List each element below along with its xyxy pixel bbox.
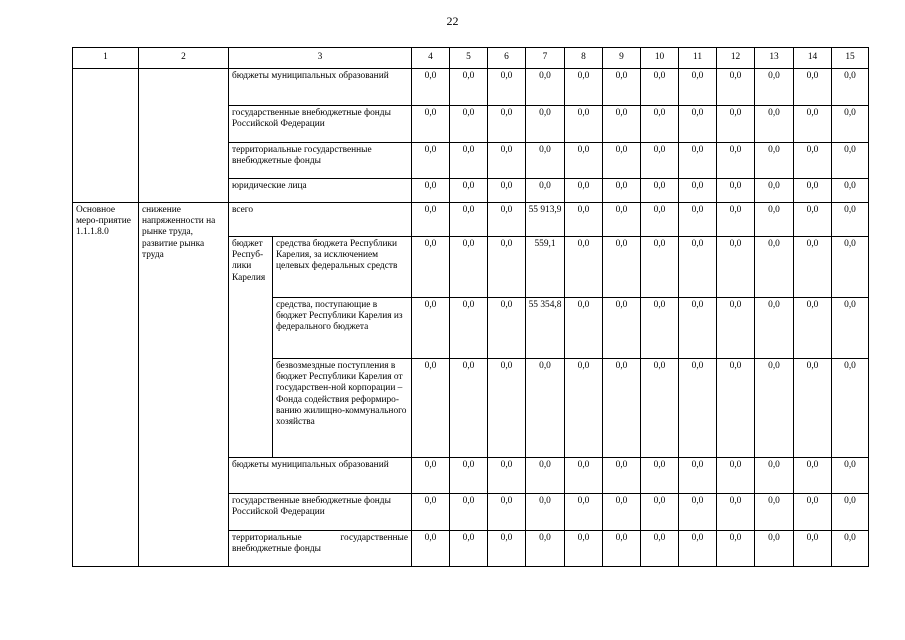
- value-cell: 0,0: [832, 237, 869, 298]
- value-cell: 0,0: [794, 179, 832, 203]
- value-cell: 0,0: [565, 298, 603, 359]
- value-cell: 0,0: [412, 458, 450, 494]
- source-label: бюджеты муниципальных образований: [229, 458, 412, 494]
- table-row-total: [73, 203, 869, 237]
- value-cell: 0,0: [450, 69, 488, 106]
- source-label: территориальные государственные внебюджетные фонды: [229, 531, 412, 567]
- value-cell: 0,0: [526, 69, 565, 106]
- column-number-row: [73, 48, 869, 69]
- value-cell: 0,0: [679, 237, 717, 298]
- col-header: 6: [488, 48, 526, 69]
- value-cell: 0,0: [641, 203, 679, 237]
- value-cell: 0,0: [603, 458, 641, 494]
- value-cell: 0,0: [679, 69, 717, 106]
- value-cell: 0,0: [526, 359, 565, 458]
- source-label: средства бюджета Республики Карелия, за исключением целевых федеральных средств: [273, 237, 412, 298]
- value-cell: 0,0: [412, 106, 450, 143]
- source-label: средства, поступающие в бюджет Республики Карелия из федерального бюджета: [273, 298, 412, 359]
- source-label: безвозмездные поступления в бюджет Республики Карелия от государствен-ной корпорации – Фонда содействия реформиро-ванию жилищно-коммунального хозяйства: [273, 359, 412, 458]
- value-cell: 0,0: [641, 359, 679, 458]
- value-cell: 0,0: [488, 69, 526, 106]
- col-header: 12: [717, 48, 755, 69]
- value-cell: 0,0: [717, 69, 755, 106]
- value-cell: 0,0: [832, 106, 869, 143]
- value-cell: 0,0: [794, 458, 832, 494]
- col-header: 5: [450, 48, 488, 69]
- value-cell: 0,0: [565, 359, 603, 458]
- col-header: 4: [412, 48, 450, 69]
- value-cell: 0,0: [641, 494, 679, 531]
- value-cell: 0,0: [679, 494, 717, 531]
- value-cell: 0,0: [603, 531, 641, 567]
- value-cell: 0,0: [794, 494, 832, 531]
- value-cell: 0,0: [679, 531, 717, 567]
- value-cell: 0,0: [488, 179, 526, 203]
- value-cell: 0,0: [603, 203, 641, 237]
- source-label: юридические лица: [229, 179, 412, 203]
- status-cell: Основное меро-приятие 1.1.1.8.0: [73, 203, 139, 567]
- value-cell: 0,0: [794, 298, 832, 359]
- value-cell: 0,0: [450, 531, 488, 567]
- value-cell: 0,0: [717, 494, 755, 531]
- value-cell: 0,0: [717, 203, 755, 237]
- value-cell: 0,0: [603, 494, 641, 531]
- value-cell: 0,0: [717, 359, 755, 458]
- value-cell: 0,0: [488, 494, 526, 531]
- value-cell: 0,0: [717, 143, 755, 179]
- value-cell: 0,0: [679, 359, 717, 458]
- value-cell: 0,0: [488, 359, 526, 458]
- value-cell: 0,0: [832, 359, 869, 458]
- value-cell: 0,0: [717, 458, 755, 494]
- col-header: 2: [139, 48, 229, 69]
- value-cell: 0,0: [412, 179, 450, 203]
- value-cell: 0,0: [488, 531, 526, 567]
- col-header: 11: [679, 48, 717, 69]
- value-cell: 0,0: [794, 531, 832, 567]
- value-cell: 0,0: [641, 179, 679, 203]
- value-cell: 0,0: [794, 237, 832, 298]
- value-cell: 0,0: [641, 237, 679, 298]
- value-cell: 0,0: [450, 494, 488, 531]
- value-cell: 0,0: [794, 69, 832, 106]
- value-cell: 0,0: [526, 179, 565, 203]
- col-header: 14: [794, 48, 832, 69]
- value-cell: 0,0: [450, 106, 488, 143]
- value-cell: 0,0: [565, 69, 603, 106]
- value-cell: 0,0: [755, 179, 794, 203]
- value-cell: 0,0: [755, 237, 794, 298]
- value-cell: 0,0: [832, 69, 869, 106]
- value-cell: 0,0: [717, 531, 755, 567]
- value-cell: 55 913,9: [526, 203, 565, 237]
- source-label: бюджеты муниципальных образований: [229, 69, 412, 106]
- value-cell: 0,0: [526, 494, 565, 531]
- value-cell: 0,0: [794, 359, 832, 458]
- value-cell: 0,0: [526, 106, 565, 143]
- value-cell: 0,0: [755, 458, 794, 494]
- value-cell: 0,0: [679, 298, 717, 359]
- value-cell: 0,0: [717, 179, 755, 203]
- value-cell: 0,0: [450, 179, 488, 203]
- value-cell: 0,0: [832, 494, 869, 531]
- value-cell: 0,0: [755, 203, 794, 237]
- value-cell: 0,0: [679, 203, 717, 237]
- value-cell: 0,0: [641, 106, 679, 143]
- value-cell: 0,0: [526, 458, 565, 494]
- value-cell: 0,0: [488, 203, 526, 237]
- value-cell: 0,0: [450, 237, 488, 298]
- value-cell: 0,0: [412, 143, 450, 179]
- value-cell: 55 354,8: [526, 298, 565, 359]
- name-cell: снижение напряженности на рынке труда, развитие рынка труда: [139, 203, 229, 567]
- value-cell: 0,0: [565, 237, 603, 298]
- value-cell: 0,0: [565, 203, 603, 237]
- value-cell: 0,0: [412, 531, 450, 567]
- status-cell: [73, 69, 139, 203]
- value-cell: 0,0: [755, 298, 794, 359]
- value-cell: 0,0: [603, 179, 641, 203]
- col-header: 3: [229, 48, 412, 69]
- source-label: всего: [229, 203, 412, 237]
- value-cell: 0,0: [641, 531, 679, 567]
- value-cell: 0,0: [794, 106, 832, 143]
- value-cell: 0,0: [450, 359, 488, 458]
- value-cell: 0,0: [679, 458, 717, 494]
- value-cell: 0,0: [412, 494, 450, 531]
- value-cell: 0,0: [526, 531, 565, 567]
- col-header: 13: [755, 48, 794, 69]
- value-cell: 0,0: [488, 237, 526, 298]
- value-cell: 0,0: [755, 106, 794, 143]
- budget-table: [72, 47, 869, 567]
- value-cell: 0,0: [565, 179, 603, 203]
- value-cell: 0,0: [488, 143, 526, 179]
- value-cell: 0,0: [755, 531, 794, 567]
- value-cell: 0,0: [832, 458, 869, 494]
- source-label: территориальные государственные внебюджетные фонды: [229, 143, 412, 179]
- value-cell: 0,0: [450, 298, 488, 359]
- col-header: 15: [832, 48, 869, 69]
- value-cell: 0,0: [641, 458, 679, 494]
- value-cell: 0,0: [603, 69, 641, 106]
- source-label: государственные внебюджетные фонды Российской Федерации: [229, 494, 412, 531]
- value-cell: 0,0: [603, 237, 641, 298]
- value-cell: 0,0: [603, 143, 641, 179]
- value-cell: 0,0: [565, 143, 603, 179]
- value-cell: 0,0: [412, 359, 450, 458]
- value-cell: 0,0: [488, 106, 526, 143]
- value-cell: 0,0: [755, 359, 794, 458]
- source-label: государственные внебюджетные фонды Российской Федерации: [229, 106, 412, 143]
- name-cell: [139, 69, 229, 203]
- value-cell: 0,0: [755, 143, 794, 179]
- value-cell: 0,0: [832, 298, 869, 359]
- value-cell: 0,0: [679, 179, 717, 203]
- value-cell: 0,0: [832, 203, 869, 237]
- value-cell: 0,0: [450, 458, 488, 494]
- value-cell: 0,0: [832, 179, 869, 203]
- value-cell: 0,0: [717, 237, 755, 298]
- value-cell: 0,0: [755, 494, 794, 531]
- value-cell: 0,0: [488, 458, 526, 494]
- value-cell: 0,0: [565, 106, 603, 143]
- value-cell: 0,0: [526, 143, 565, 179]
- col-header: 1: [73, 48, 139, 69]
- value-cell: 0,0: [412, 203, 450, 237]
- value-cell: 0,0: [565, 458, 603, 494]
- value-cell: 0,0: [603, 298, 641, 359]
- value-cell: 0,0: [412, 237, 450, 298]
- value-cell: 0,0: [717, 298, 755, 359]
- value-cell: 0,0: [755, 69, 794, 106]
- value-cell: 0,0: [641, 69, 679, 106]
- value-cell: 0,0: [679, 106, 717, 143]
- value-cell: 0,0: [832, 531, 869, 567]
- value-cell: 0,0: [565, 531, 603, 567]
- value-cell: 0,0: [565, 494, 603, 531]
- value-cell: 0,0: [450, 143, 488, 179]
- value-cell: 559,1: [526, 237, 565, 298]
- value-cell: 0,0: [603, 359, 641, 458]
- page-number: 22: [446, 14, 459, 28]
- col-header: 9: [603, 48, 641, 69]
- col-header: 10: [641, 48, 679, 69]
- value-cell: 0,0: [488, 298, 526, 359]
- value-cell: 0,0: [832, 143, 869, 179]
- value-cell: 0,0: [412, 69, 450, 106]
- value-cell: 0,0: [717, 106, 755, 143]
- value-cell: 0,0: [641, 298, 679, 359]
- table-row: [73, 69, 869, 106]
- value-cell: 0,0: [603, 106, 641, 143]
- value-cell: 0,0: [641, 143, 679, 179]
- value-cell: 0,0: [412, 298, 450, 359]
- value-cell: 0,0: [450, 203, 488, 237]
- col-header: 7: [526, 48, 565, 69]
- value-cell: 0,0: [794, 203, 832, 237]
- value-cell: 0,0: [679, 143, 717, 179]
- value-cell: 0,0: [794, 143, 832, 179]
- regional-budget-label: бюджет Респуб-лики Карелия: [229, 237, 273, 458]
- col-header: 8: [565, 48, 603, 69]
